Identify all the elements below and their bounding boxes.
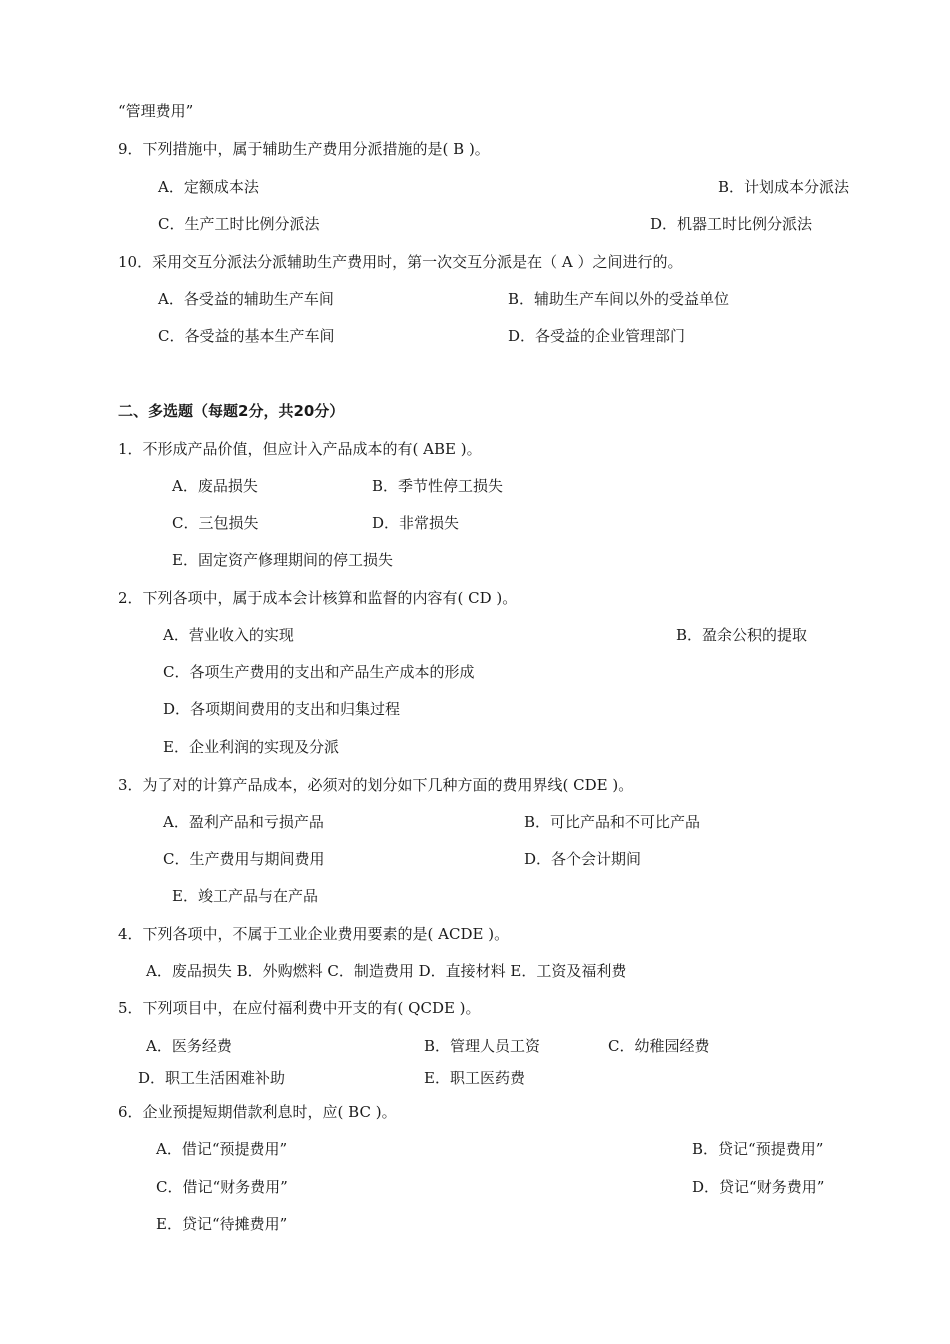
option: E．竣工产品与在产品 bbox=[172, 887, 318, 905]
option: A．废品损失 B．外购燃料 C．制造费用 D．直接材料 E．工资及福利费 bbox=[146, 962, 627, 980]
option: A．定额成本法 bbox=[158, 178, 259, 196]
option: D．贷记“财务费用” bbox=[692, 1178, 825, 1196]
question-stem: 10．采用交互分派法分派辅助生产费用时，第一次交互分派是在（ A ）之间进行的。 bbox=[118, 253, 683, 271]
option: D．机器工时比例分派法 bbox=[650, 215, 813, 233]
option: B．辅助生产车间以外的受益单位 bbox=[508, 290, 730, 308]
question-stem: 2．下列各项中，属于成本会计核算和监督的内容有( CD )。 bbox=[118, 589, 518, 607]
top-fragment: “管理费用” bbox=[118, 102, 194, 120]
option: B．可比产品和不可比产品 bbox=[524, 813, 701, 831]
option: C．各受益的基本生产车间 bbox=[158, 327, 335, 345]
question-stem: 6．企业预提短期借款利息时，应( BC )。 bbox=[118, 1103, 397, 1121]
option: A．各受益的辅助生产车间 bbox=[158, 290, 334, 308]
option: C．三包损失 bbox=[172, 514, 259, 532]
option: E．固定资产修理期间的停工损失 bbox=[172, 551, 393, 569]
option: C．生产费用与期间费用 bbox=[163, 850, 325, 868]
option: E．职工医药费 bbox=[424, 1069, 525, 1087]
option: C．幼稚园经费 bbox=[608, 1037, 710, 1055]
question-stem: 5．下列项目中，在应付福利费中开支的有( QCDE )。 bbox=[118, 999, 481, 1017]
option: D．非常损失 bbox=[372, 514, 460, 532]
section-heading: 二、多选题（每题2分，共20分） bbox=[118, 402, 345, 420]
option: A．借记“预提费用” bbox=[156, 1140, 288, 1158]
option: E．贷记“待摊费用” bbox=[156, 1215, 288, 1233]
option: A．盈利产品和亏损产品 bbox=[163, 813, 324, 831]
option: D．职工生活困难补助 bbox=[138, 1069, 286, 1087]
question-stem: 9．下列措施中，属于辅助生产费用分派措施的是( B )。 bbox=[118, 140, 490, 158]
question-stem: 3．为了对的计算产品成本，必须对的划分如下几种方面的费用界线( CDE )。 bbox=[118, 776, 634, 794]
option: B．季节性停工损失 bbox=[372, 477, 504, 495]
question-stem: 1．不形成产品价值，但应计入产品成本的有( ABE )。 bbox=[118, 440, 482, 458]
option: D．各个会计期间 bbox=[524, 850, 642, 868]
option: A．废品损失 bbox=[172, 477, 258, 495]
option: D．各受益的企业管理部门 bbox=[508, 327, 686, 345]
option: A．医务经费 bbox=[146, 1037, 232, 1055]
option: C．生产工时比例分派法 bbox=[158, 215, 320, 233]
option: C．各项生产费用的支出和产品生产成本的形成 bbox=[163, 663, 475, 681]
option: C．借记“财务费用” bbox=[156, 1178, 288, 1196]
option: D．各项期间费用的支出和归集过程 bbox=[163, 700, 401, 718]
option: B．管理人员工资 bbox=[424, 1037, 541, 1055]
option: E．企业利润的实现及分派 bbox=[163, 738, 339, 756]
option: A．营业收入的实现 bbox=[163, 626, 294, 644]
question-stem: 4．下列各项中，不属于工业企业费用要素的是( ACDE )。 bbox=[118, 925, 510, 943]
option: B．计划成本分派法 bbox=[718, 178, 850, 196]
option: B．盈余公积的提取 bbox=[676, 626, 808, 644]
option: B．贷记“预提费用” bbox=[692, 1140, 824, 1158]
